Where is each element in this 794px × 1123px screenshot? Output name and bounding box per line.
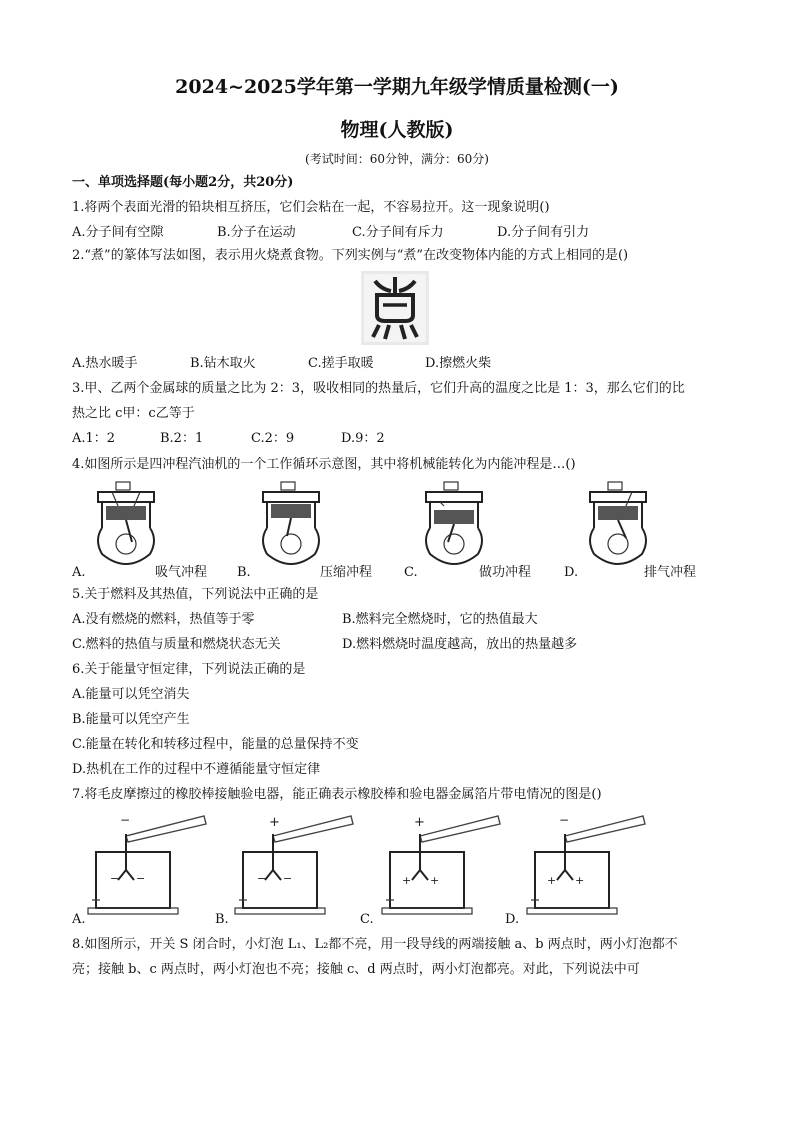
- question-2-option-a[interactable]: A.热水暖手: [72, 356, 138, 371]
- svg-text:+: +: [575, 874, 585, 887]
- question-7-option-b[interactable]: B.: [215, 912, 229, 927]
- question-2-option-c[interactable]: C.搓手取暖: [308, 356, 374, 371]
- svg-text:−: −: [559, 813, 570, 827]
- question-3-option-a[interactable]: A.1：2: [72, 431, 116, 446]
- question-3-stem-line2: 热之比 c甲：c乙等于: [72, 406, 195, 421]
- question-2-stem: 2.“煮”的篆体写法如图，表示用火烧煮食物。下列实例与“煮”在改变物体内能的方式上相同的是(): [72, 248, 629, 263]
- svg-text:+: +: [414, 815, 425, 830]
- svg-text:−: −: [257, 872, 267, 885]
- exam-info: (考试时间：60分钟，满分：60分): [305, 152, 489, 166]
- electroscope-diagram-d: [525, 812, 655, 922]
- question-7-option-a[interactable]: A.: [72, 912, 86, 927]
- question-3-option-b[interactable]: B.2：1: [160, 431, 204, 446]
- question-6-stem: 6.关于能量守恒定律，下列说法正确的是: [72, 662, 306, 677]
- question-4-option-c[interactable]: 做功冲程: [479, 565, 532, 580]
- svg-text:−: −: [283, 872, 293, 885]
- question-4-option-a[interactable]: 吸气冲程: [155, 565, 208, 580]
- svg-text:+: +: [402, 874, 412, 887]
- question-5-option-c[interactable]: C.燃料的热值与质量和燃烧状态无关: [72, 637, 281, 652]
- question-1-option-a[interactable]: A.分子间有空隙: [72, 225, 164, 240]
- question-5-stem: 5.关于燃料及其热值，下列说法中正确的是: [72, 587, 319, 602]
- svg-text:−: −: [136, 872, 146, 885]
- question-7-option-c[interactable]: C.: [360, 912, 374, 927]
- svg-text:+: +: [269, 815, 280, 830]
- question-6-option-b[interactable]: B.能量可以凭空产生: [72, 712, 190, 727]
- question-1-option-b[interactable]: B.分子在运动: [217, 225, 296, 240]
- svg-text:+: +: [547, 874, 557, 887]
- question-2-option-d[interactable]: D.擦燃火柴: [425, 356, 492, 371]
- question-3-stem-line1: 3.甲、乙两个金属球的质量之比为 2：3，吸收相同的热量后，它们升高的温度之比是 1：3，那么它们的比: [72, 381, 685, 396]
- question-7-stem: 7.将毛皮摩擦过的橡胶棒接触验电器，能正确表示橡胶棒和验电器金属箔片带电情况的图是(): [72, 787, 602, 802]
- question-5-option-d[interactable]: D.燃料燃烧时温度越高，放出的热量越多: [342, 637, 578, 652]
- seal-script-character-image: [361, 271, 429, 345]
- question-2-option-b[interactable]: B.钻木取火: [190, 356, 256, 371]
- electroscope-diagram-c: [380, 812, 510, 922]
- question-1-option-c[interactable]: C.分子间有斥力: [352, 225, 444, 240]
- question-4-option-a-letter[interactable]: A.: [72, 565, 86, 580]
- question-6-option-a[interactable]: A.能量可以凭空消失: [72, 687, 190, 702]
- svg-text:−: −: [110, 872, 120, 885]
- engine-diagram-a: [88, 480, 164, 570]
- question-3-option-c[interactable]: C.2：9: [251, 431, 295, 446]
- electroscope-diagram-a: [86, 812, 216, 922]
- section-heading: 一、单项选择题(每小题2分，共20分): [72, 175, 294, 190]
- question-3-option-d[interactable]: D.9：2: [341, 431, 385, 446]
- engine-diagram-b: [253, 480, 329, 570]
- question-6-option-d[interactable]: D.热机在工作的过程中不遵循能量守恒定律: [72, 762, 321, 777]
- question-4-option-d-letter[interactable]: D.: [564, 565, 579, 580]
- question-8-stem-line1: 8.如图所示，开关 S 闭合时，小灯泡 L₁、L₂都不亮，用一段导线的两端接触 a、b 两点时，两小灯泡都不: [72, 937, 678, 952]
- electroscope-diagram-b: [233, 812, 363, 922]
- question-8-stem-line2: 亮；接触 b、c 两点时，两小灯泡也不亮；接触 c、d 两点时，两小灯泡都亮。对此，下列说法中可: [72, 962, 640, 977]
- svg-text:−: −: [120, 813, 131, 827]
- exam-title: 2024~2025学年第一学期九年级学情质量检测(一): [175, 76, 619, 98]
- question-4-option-b[interactable]: 压缩冲程: [320, 565, 373, 580]
- question-1-stem: 1.将两个表面光滑的铅块相互挤压，它们会粘在一起，不容易拉开。这一现象说明(): [72, 200, 550, 215]
- svg-text:+: +: [430, 874, 440, 887]
- question-4-stem: 4.如图所示是四冲程汽油机的一个工作循环示意图，其中将机械能转化为内能冲程是…(): [72, 457, 576, 472]
- question-5-option-b[interactable]: B.燃料完全燃烧时，它的热值最大: [342, 612, 538, 627]
- exam-subtitle: 物理(人教版): [340, 119, 454, 141]
- question-7-option-d[interactable]: D.: [505, 912, 520, 927]
- question-6-option-c[interactable]: C.能量在转化和转移过程中，能量的总量保持不变: [72, 737, 359, 752]
- question-1-option-d[interactable]: D.分子间有引力: [497, 225, 590, 240]
- engine-diagram-c: [416, 480, 492, 570]
- engine-diagram-d: [580, 480, 656, 570]
- question-4-option-c-letter[interactable]: C.: [404, 565, 418, 580]
- question-4-option-d[interactable]: 排气冲程: [644, 565, 697, 580]
- question-4-option-b-letter[interactable]: B.: [237, 565, 251, 580]
- question-5-option-a[interactable]: A.没有燃烧的燃料，热值等于零: [72, 612, 255, 627]
